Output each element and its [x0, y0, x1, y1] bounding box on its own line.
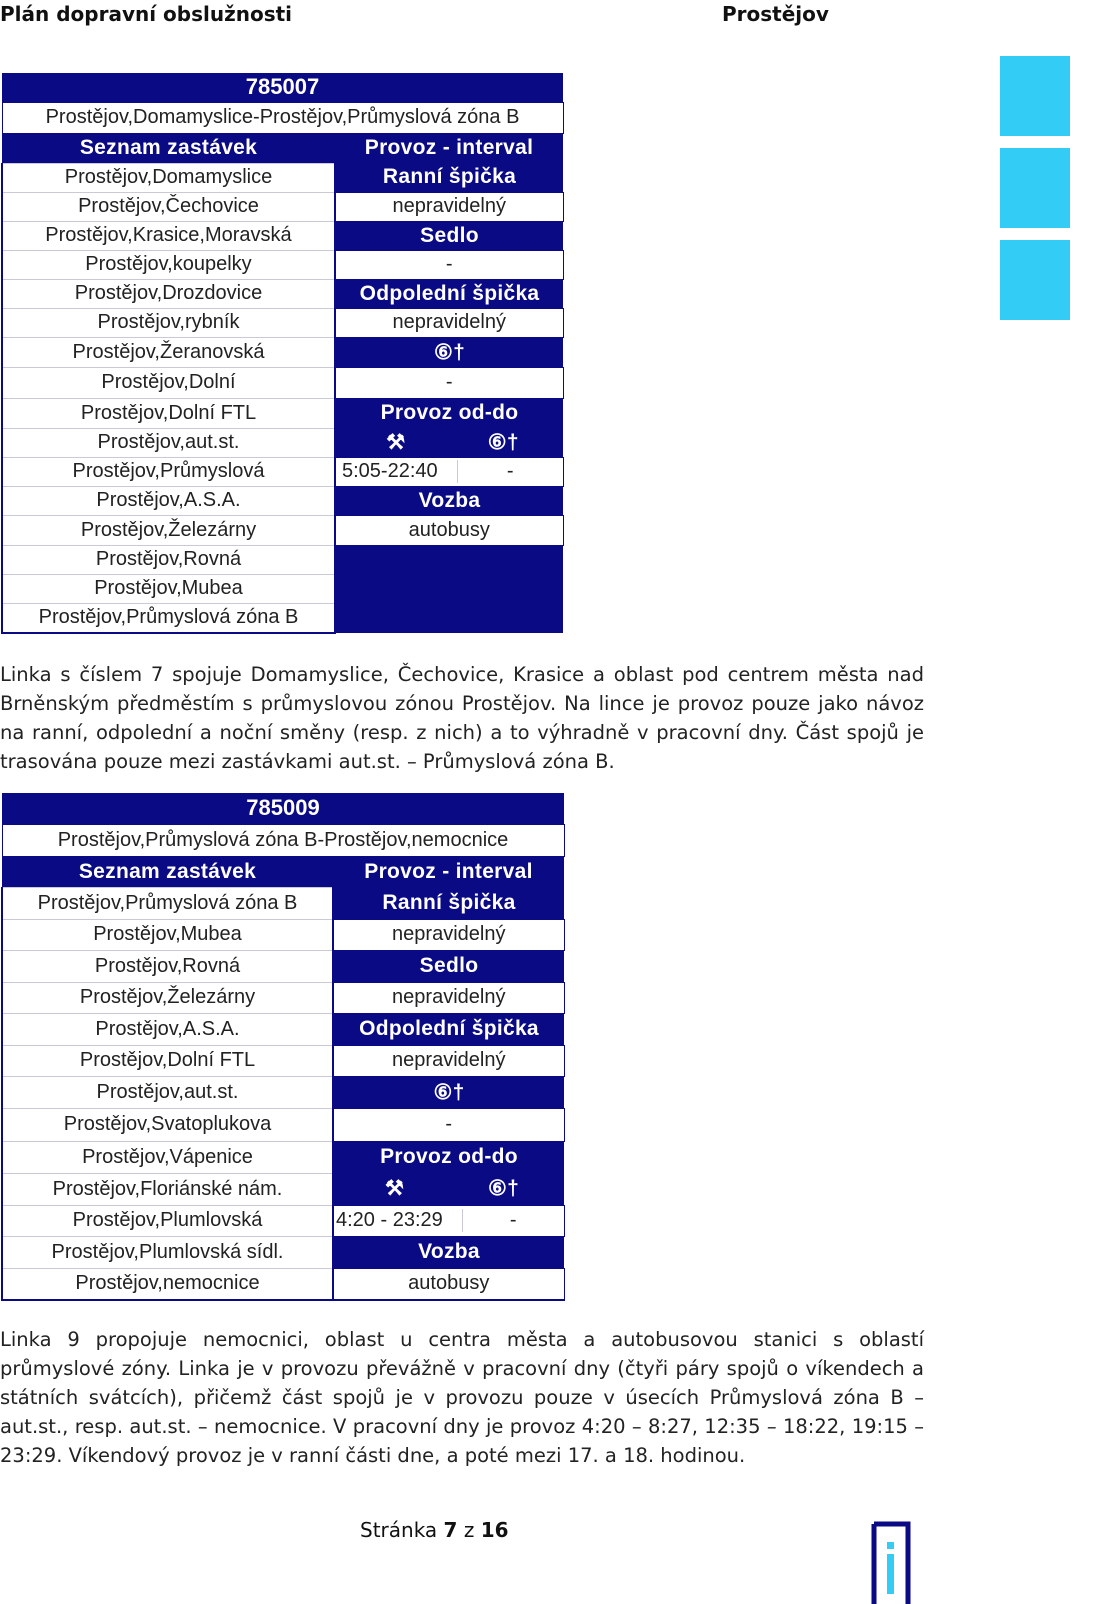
link-header: Vozba	[333, 1236, 564, 1268]
saddle-header: Sedlo	[335, 221, 563, 250]
line-number: 785007	[2, 73, 563, 102]
weekend-value: -	[335, 367, 563, 398]
stop-row: Prostějov,Železárny	[2, 982, 333, 1013]
operation-day-symbols	[335, 428, 563, 457]
morning-peak-value: nepravidelný	[333, 919, 564, 950]
operation-day-symbols	[333, 1173, 564, 1205]
of-word: z	[463, 1518, 475, 1542]
workday-hours: 4:20 - 23:29	[334, 1209, 463, 1232]
side-tab-1	[1000, 56, 1070, 136]
sunday-symbol: ⑥†	[487, 430, 519, 454]
morning-peak-value: nepravidelný	[335, 192, 563, 221]
sunday-symbol: ⑥†	[487, 1177, 520, 1201]
stop-row: Prostějov,Floriánské nám.	[2, 1173, 333, 1205]
hammer-icon: ⚒	[386, 430, 406, 454]
stop-row: Prostějov,Průmyslová zóna B	[2, 887, 333, 919]
afternoon-peak-header: Odpolední špička	[335, 279, 563, 308]
stop-row: Prostějov,Plumlovská	[2, 1205, 333, 1236]
stop-row: Prostějov,Plumlovská sídl.	[2, 1236, 333, 1268]
stop-row: Prostějov,Průmyslová	[2, 457, 335, 486]
operation-header: Provoz od-do	[333, 1141, 564, 1173]
stop-row: Prostějov,koupelky	[2, 250, 335, 279]
company-logo-icon	[870, 1520, 912, 1604]
weekend-symbol: ⑥†	[335, 337, 563, 367]
stop-row: Prostějov,rybník	[2, 308, 335, 337]
stop-row: Prostějov,Rovná	[2, 950, 333, 982]
interval-header: Provoz - interval	[335, 133, 563, 163]
empty-cell	[335, 545, 563, 633]
stop-row: Prostějov,Rovná	[2, 545, 335, 574]
side-tab-2	[1000, 148, 1070, 228]
stops-header: Seznam zastávek	[2, 133, 335, 163]
line9-description: Linka 9 propojuje nemocnici, oblast u centra města a autobusovou stanici s oblastí průmyslové zóny. Linka je v provozu převážně v pracovní dny (čtyři páry spojů o víkendech a státních svátcích), přičemž část spojů je v provozu pouze v úsecích Průmyslová zóna B – aut.st., resp. aut.st. – nemocnice. V pracovní dny je provoz 4:20 – 8:27, 12:35 – 18:22, 19:15 – 23:29. Víkendový provoz je v ranní části dne, a poté mezi 17. a 18. hodinou.	[0, 1328, 924, 1467]
stop-row: Prostějov,Dolní FTL	[2, 398, 335, 428]
operation-hours	[335, 457, 563, 486]
route-name: Prostějov,Průmyslová zóna B-Prostějov,nemocnice	[2, 824, 564, 856]
afternoon-peak-value: nepravidelný	[335, 308, 563, 337]
stop-row: Prostějov,Žeranovská	[2, 337, 335, 367]
morning-peak-header: Ranní špička	[335, 163, 563, 192]
page-number	[360, 1518, 509, 1542]
document-title: Plán dopravní obslužnosti	[0, 2, 293, 26]
saddle-value: nepravidelný	[333, 982, 564, 1013]
saddle-value: -	[335, 250, 563, 279]
stop-row: Prostějov,Železárny	[2, 515, 335, 545]
stop-row: Prostějov,Drozdovice	[2, 279, 335, 308]
page-word: Stránka	[360, 1518, 438, 1542]
link-header: Vozba	[335, 486, 563, 515]
operation-header: Provoz od-do	[335, 398, 563, 428]
stop-row: Prostějov,A.S.A.	[2, 486, 335, 515]
morning-peak-header: Ranní špička	[333, 887, 564, 919]
stop-row: Prostějov,Dolní FTL	[2, 1045, 333, 1076]
city-title: Prostějov	[722, 2, 829, 26]
stops-header: Seznam zastávek	[2, 856, 333, 887]
line-number: 785009	[2, 793, 564, 824]
stop-row: Prostějov,Mubea	[2, 574, 335, 603]
line7-description: Linka s číslem 7 spojuje Domamyslice, Čechovice, Krasice a oblast pod centrem města nad Brněnským předměstím s průmyslovou zónou Prostějov. Na lince je provoz pouze jako návoz na ranní, odpolední a noční směny (resp. z nich) a to výhradně v pracovní dny. Část spojů je trasována pouze mezi zastávkami aut.st. – Průmyslová zóna B.	[0, 663, 924, 773]
hammer-icon: ⚒	[384, 1177, 405, 1201]
stop-row: Prostějov,Domamyslice	[2, 163, 335, 192]
stop-row: Prostějov,aut.st.	[2, 1076, 333, 1108]
stop-row: Prostějov,Vápenice	[2, 1141, 333, 1173]
stop-row: Prostějov,Dolní	[2, 367, 335, 398]
side-tab-3	[1000, 240, 1070, 320]
route-name: Prostějov,Domamyslice-Prostějov,Průmyslová zóna B	[2, 102, 563, 133]
operation-hours	[333, 1205, 564, 1236]
current-page: 7	[443, 1518, 458, 1542]
link-value: autobusy	[333, 1268, 564, 1300]
stop-row: Prostějov,aut.st.	[2, 428, 335, 457]
stop-row: Prostějov,Čechovice	[2, 192, 335, 221]
stop-row: Prostějov,Mubea	[2, 919, 333, 950]
stop-row: Prostějov,nemocnice	[2, 1268, 333, 1300]
weekend-hours: -	[509, 1209, 517, 1231]
afternoon-peak-value: nepravidelný	[333, 1045, 564, 1076]
weekend-value: -	[333, 1108, 564, 1141]
link-value: autobusy	[335, 515, 563, 545]
weekend-hours: -	[506, 460, 514, 482]
saddle-header: Sedlo	[333, 950, 564, 982]
stop-row: Prostějov,Krasice,Moravská	[2, 221, 335, 250]
timetable-785009	[1, 793, 565, 1301]
stop-row: Prostějov,A.S.A.	[2, 1013, 333, 1045]
weekend-symbol: ⑥†	[333, 1076, 564, 1108]
stop-row: Prostějov,Průmyslová zóna B	[2, 603, 335, 633]
total-pages: 16	[480, 1518, 509, 1542]
timetable-785007	[1, 73, 564, 634]
stop-row: Prostějov,Svatoplukova	[2, 1108, 333, 1141]
interval-header: Provoz - interval	[333, 856, 564, 887]
afternoon-peak-header: Odpolední špička	[333, 1013, 564, 1045]
workday-hours: 5:05-22:40	[336, 460, 458, 483]
